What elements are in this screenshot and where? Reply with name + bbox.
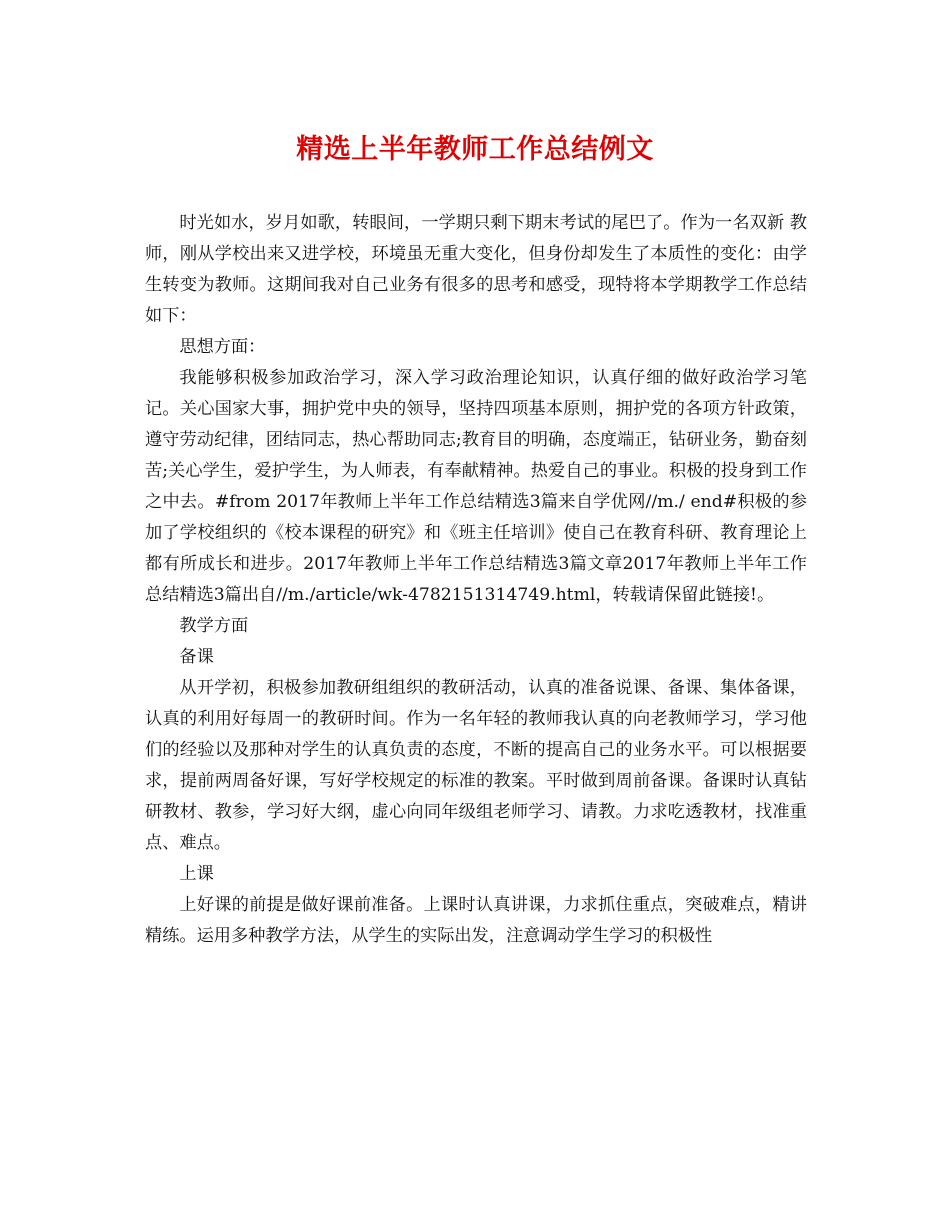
- paragraph-intro: 时光如水，岁月如歌，转眼间，一学期只剩下期末考试的尾巴了。作为一名双新 教师，刚从学校出来又进学校，环境虽无重大变化，但身份却发生了本质性的变化：由学生转变为教师。这期间我对自己业务有很多的思考和感受，现特将本学期教学工作总结如下：: [145, 213, 807, 326]
- section-heading-thought: 思想方面：: [179, 337, 266, 357]
- document-body: [145, 208, 807, 952]
- document-title: 精选上半年教师工作总结例文: [296, 134, 654, 165]
- paragraph-lesson-prep: 从开学初，积极参加教研组组织的教研活动，认真的准备说课、备课、集体备课，认真的利用好每周一的教研时间。作为一名年轻的教师我认真的向老教师学习，学习他们的经验以及那种对学生的认真负责的态度，不断的提高自己的业务水平。可以根据要求，提前两周备好课，写好学校规定的标准的教案。平时做到周前备课。备课时认真钻研教材、教参，学习好大纲，虚心向同年级组老师学习、请教。力求吃透教材，找准重点、难点。: [145, 678, 807, 853]
- paragraph-class: 上好课的前提是做好课前准备。上课时认真讲课，力求抓住重点，突破难点，精讲精练。运用多种教学方法，从学生的实际出发，注意调动学生学习的积极性: [145, 895, 807, 946]
- subheading-class: 上课: [179, 864, 214, 884]
- section-heading-teaching: 教学方面: [179, 616, 249, 636]
- paragraph-thought: 我能够积极参加政治学习，深入学习政治理论知识，认真仔细的做好政治学习笔记。关心国家大事，拥护党中央的领导，坚持四项基本原则，拥护党的各项方针政策，遵守劳动纪律，团结同志，热心帮助同志;教育目的明确，态度端正，钻研业务，勤奋刻苦;关心学生，爱护学生，为人师表，有奉献精神。热爱自己的事业。积极的投身到工作之中去。#from 2017年教师上半年工作总结精选3篇来自学优网//m./ end#积极的参加了学校组织的《校本课程的研究》和《班主任培训》使自己在教育科研、教育理论上都有所成长和进步。2017年教师上半年工作总结精选3篇文章2017年教师上半年工作总结精选3篇出自//m./article/wk-4782151314749.html，转载请保留此链接!。: [145, 368, 807, 605]
- subheading-lesson-prep: 备课: [179, 647, 214, 667]
